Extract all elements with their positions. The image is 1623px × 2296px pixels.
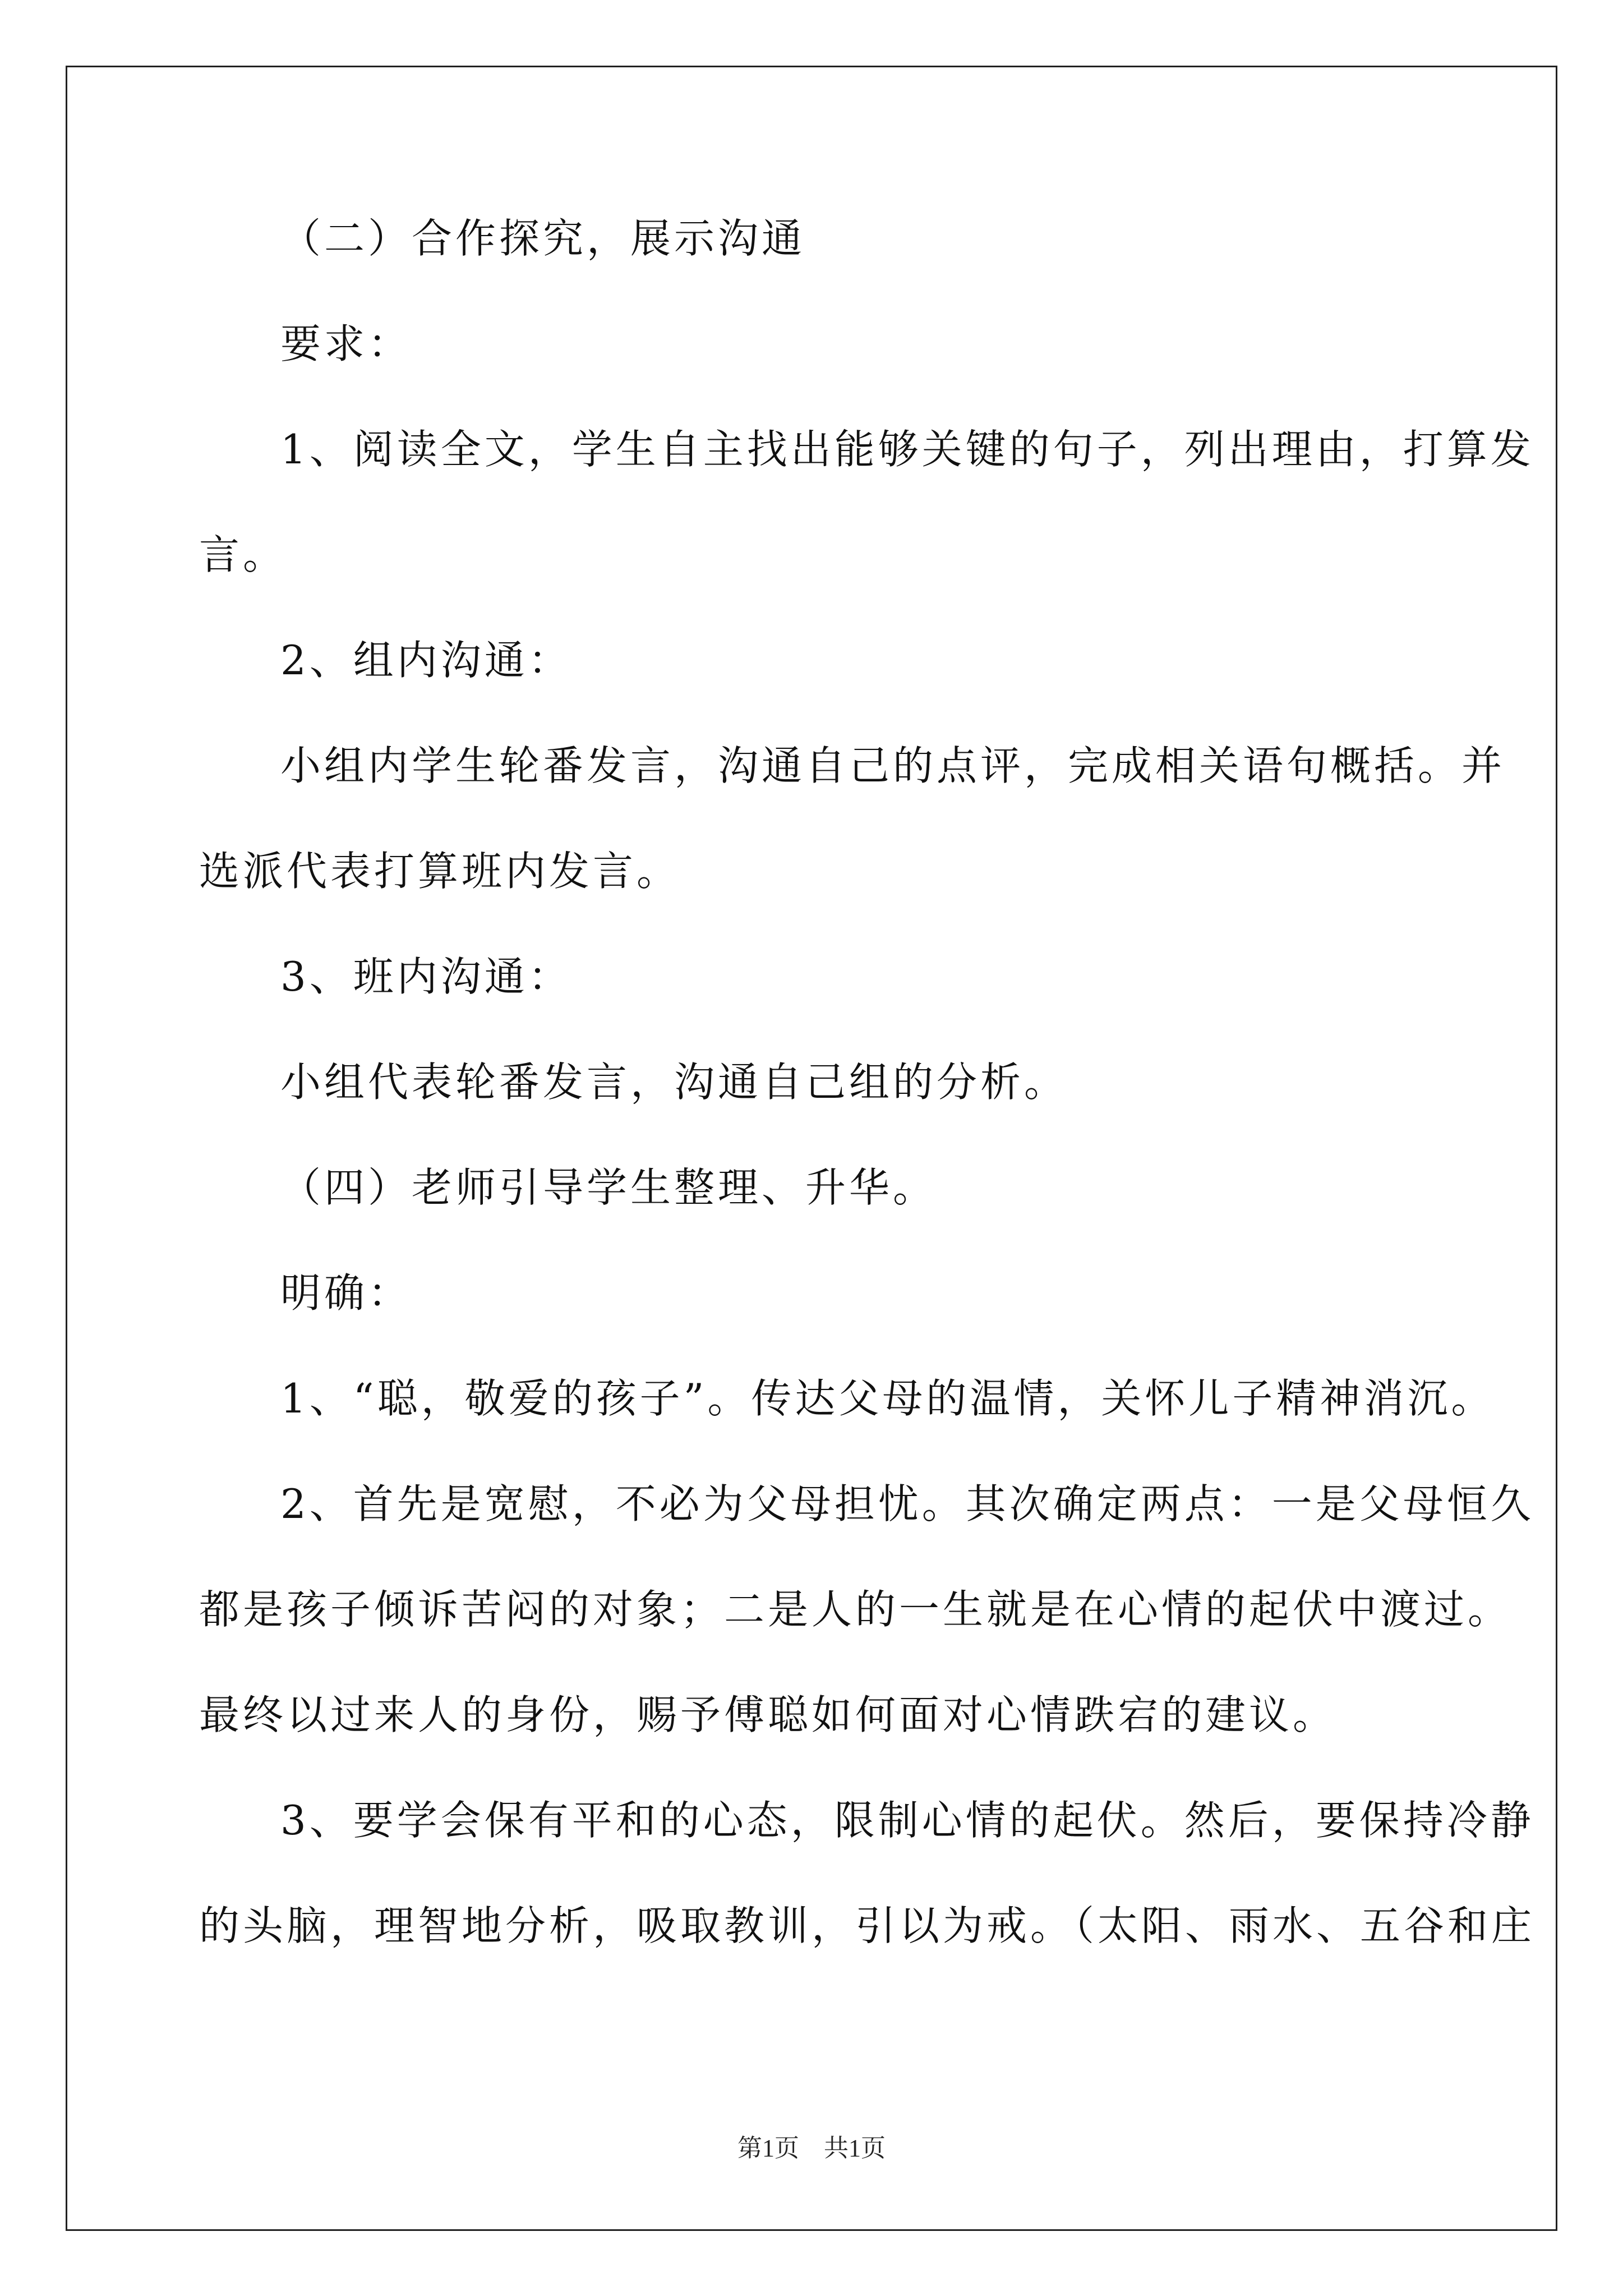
- paragraph-line: 都是孩子倾诉苦闷的对象；二是人的一生就是在心情的起伏中渡过。: [199, 1586, 1512, 1633]
- section-heading-4: （四）老师引导学生整理、升华。: [280, 1164, 937, 1211]
- paragraph-line: 2、组内沟通：: [280, 637, 572, 684]
- paragraph-line: 最终以过来人的身份，赐予傅聪如何面对心情跌宕的建议。: [199, 1691, 1337, 1738]
- paragraph-line: 的头脑，理智地分析，吸取教训，引以为戒。（太阳、雨水、五谷和庄: [199, 1902, 1536, 1949]
- paragraph-line: 小组内学生轮番发言，沟通自己的点评，完成相关语句概括。并: [280, 742, 1506, 789]
- paragraph-line: 1、阅读全文，学生自主找出能够关键的句子，列出理由，打算发: [280, 426, 1534, 473]
- paragraph-line: 1、“聪，敬爱的孩子”。传达父母的温情，关怀儿子精神消沉。: [280, 1375, 1495, 1422]
- paragraph-line: 选派代表打算班内发言。: [199, 848, 681, 895]
- section-heading-2: （二）合作探究，展示沟通: [280, 215, 806, 262]
- page-footer: 第1页 共1页: [737, 2134, 886, 2162]
- paragraph-line: 明确：: [280, 1269, 412, 1317]
- paragraph-line: 要求：: [280, 320, 412, 367]
- paragraph-line: 3、要学会保有平和的心态，限制心情的起伏。然后，要保持冷静: [280, 1797, 1534, 1844]
- paragraph-line: 言。: [199, 531, 287, 578]
- paragraph-line: 小组代表轮番发言，沟通自己组的分析。: [280, 1059, 1068, 1106]
- paragraph-line: 2、首先是宽慰，不必为父母担忧。其次确定两点：一是父母恒久: [280, 1480, 1534, 1527]
- paragraph-line: 3、班内沟通：: [280, 953, 572, 1000]
